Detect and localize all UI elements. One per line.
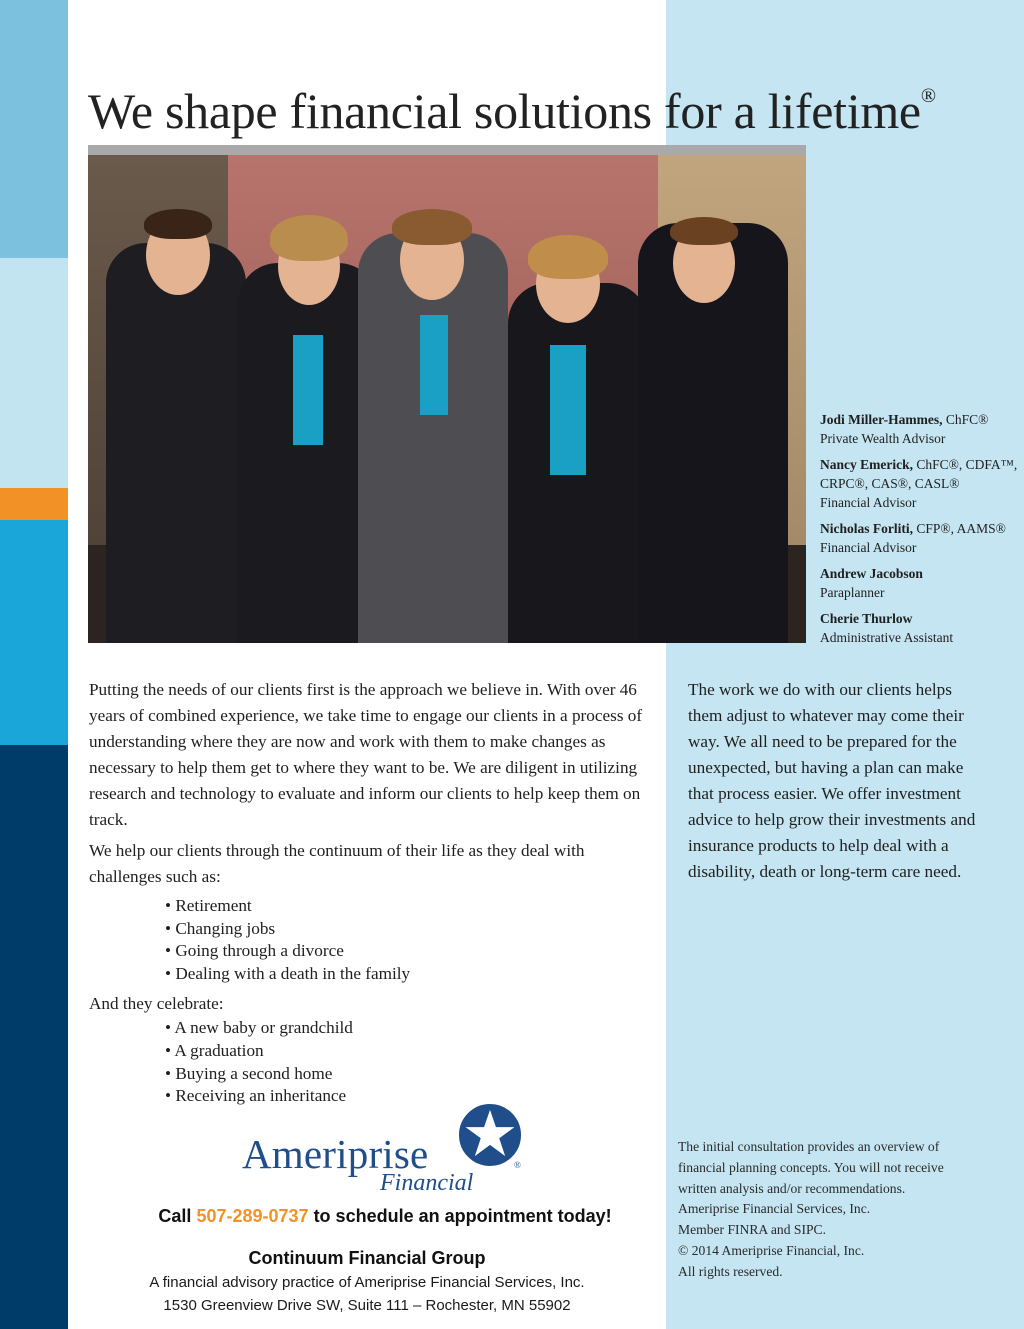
phone-number[interactable]: 507-289-0737 [196,1206,309,1226]
logo-wordmark: Ameriprise [242,1131,429,1177]
logo-subtitle: Financial [380,1170,474,1196]
firm-name: Continuum Financial Group [248,1248,486,1268]
team-member: Andrew Jacobson Paraplanner [820,566,923,600]
challenges-list [89,895,659,985]
team-member: Nancy Emerick, ChFC®, CDFA™, CRPC®, CAS®, CASL® Financial Advisor [820,457,1018,510]
team-photo [88,145,806,643]
firm-address: 1530 Greenview Drive SW, Suite 111 – Rochester, MN 55902 [163,1297,571,1314]
team-member: Jodi Miller-Hammes, ChFC® Private Wealth Advisor [820,412,989,446]
list-item: • Dealing with a death in the family [89,963,659,986]
body-left-column [89,677,659,1114]
intro-paragraph: Putting the needs of our clients first is the approach we believe in. With over 46 years of combined experience, we take time to engage our clients in a process of understanding where they are now and work with them to make changes as necessary to help them get to where they want to be. We are diligent in utilizing research and technology to evaluate and inform our clients to help keep them on track. [89,680,643,829]
team-member: Nicholas Forliti, CFP®, AAMS® Financial Advisor [820,521,1006,555]
stripe-pale-blue [0,258,68,488]
celebrations-list [89,1017,659,1107]
list-item: • A new baby or grandchild [89,1017,659,1040]
celebrate-lead: And they celebrate: [89,994,224,1014]
stripe-bright-blue [0,520,68,745]
list-item: • Buying a second home [89,1063,659,1086]
disclaimer: The initial consultation provides an overview of financial planning concepts. You will not receive written analysis and/or recommendations. Ameriprise Financial Services, Inc. Member FINRA and SIPC. © 2014 Ameriprise Financial, Inc. All rights reserved. [678,1139,944,1279]
call-to-action: Call 507-289-0737 to schedule an appointment today! [158,1206,612,1226]
firm-description: A financial advisory practice of Ameriprise Financial Services, Inc. [149,1274,585,1291]
list-item: • Retirement [89,895,659,918]
page-title: We shape financial solutions for a lifetime® [88,83,936,139]
logo-registered-mark: ® [514,1160,521,1170]
stripe-navy [0,745,68,1329]
team-list [820,410,1020,654]
stripe-light-blue [0,0,68,258]
list-item: • Going through a divorce [89,940,659,963]
star-badge-icon [457,1102,523,1168]
stripe-orange [0,488,68,520]
team-member: Cherie Thurlow Administrative Assistant [820,611,954,645]
list-item: • Changing jobs [89,918,659,941]
list-item: • Receiving an inheritance [89,1085,659,1108]
challenges-paragraph: We help our clients through the continuum of their life as they deal with challenges such as: [89,841,585,886]
list-item: • A graduation [89,1040,659,1063]
body-right-column: The work we do with our clients helps them adjust to whatever may come their way. We all need to be prepared for the unexpected, but having a plan can make that process easier. We offer investment advice to help grow their investments and insurance products to help deal with a disability, death or long-term care need. [688,680,976,881]
